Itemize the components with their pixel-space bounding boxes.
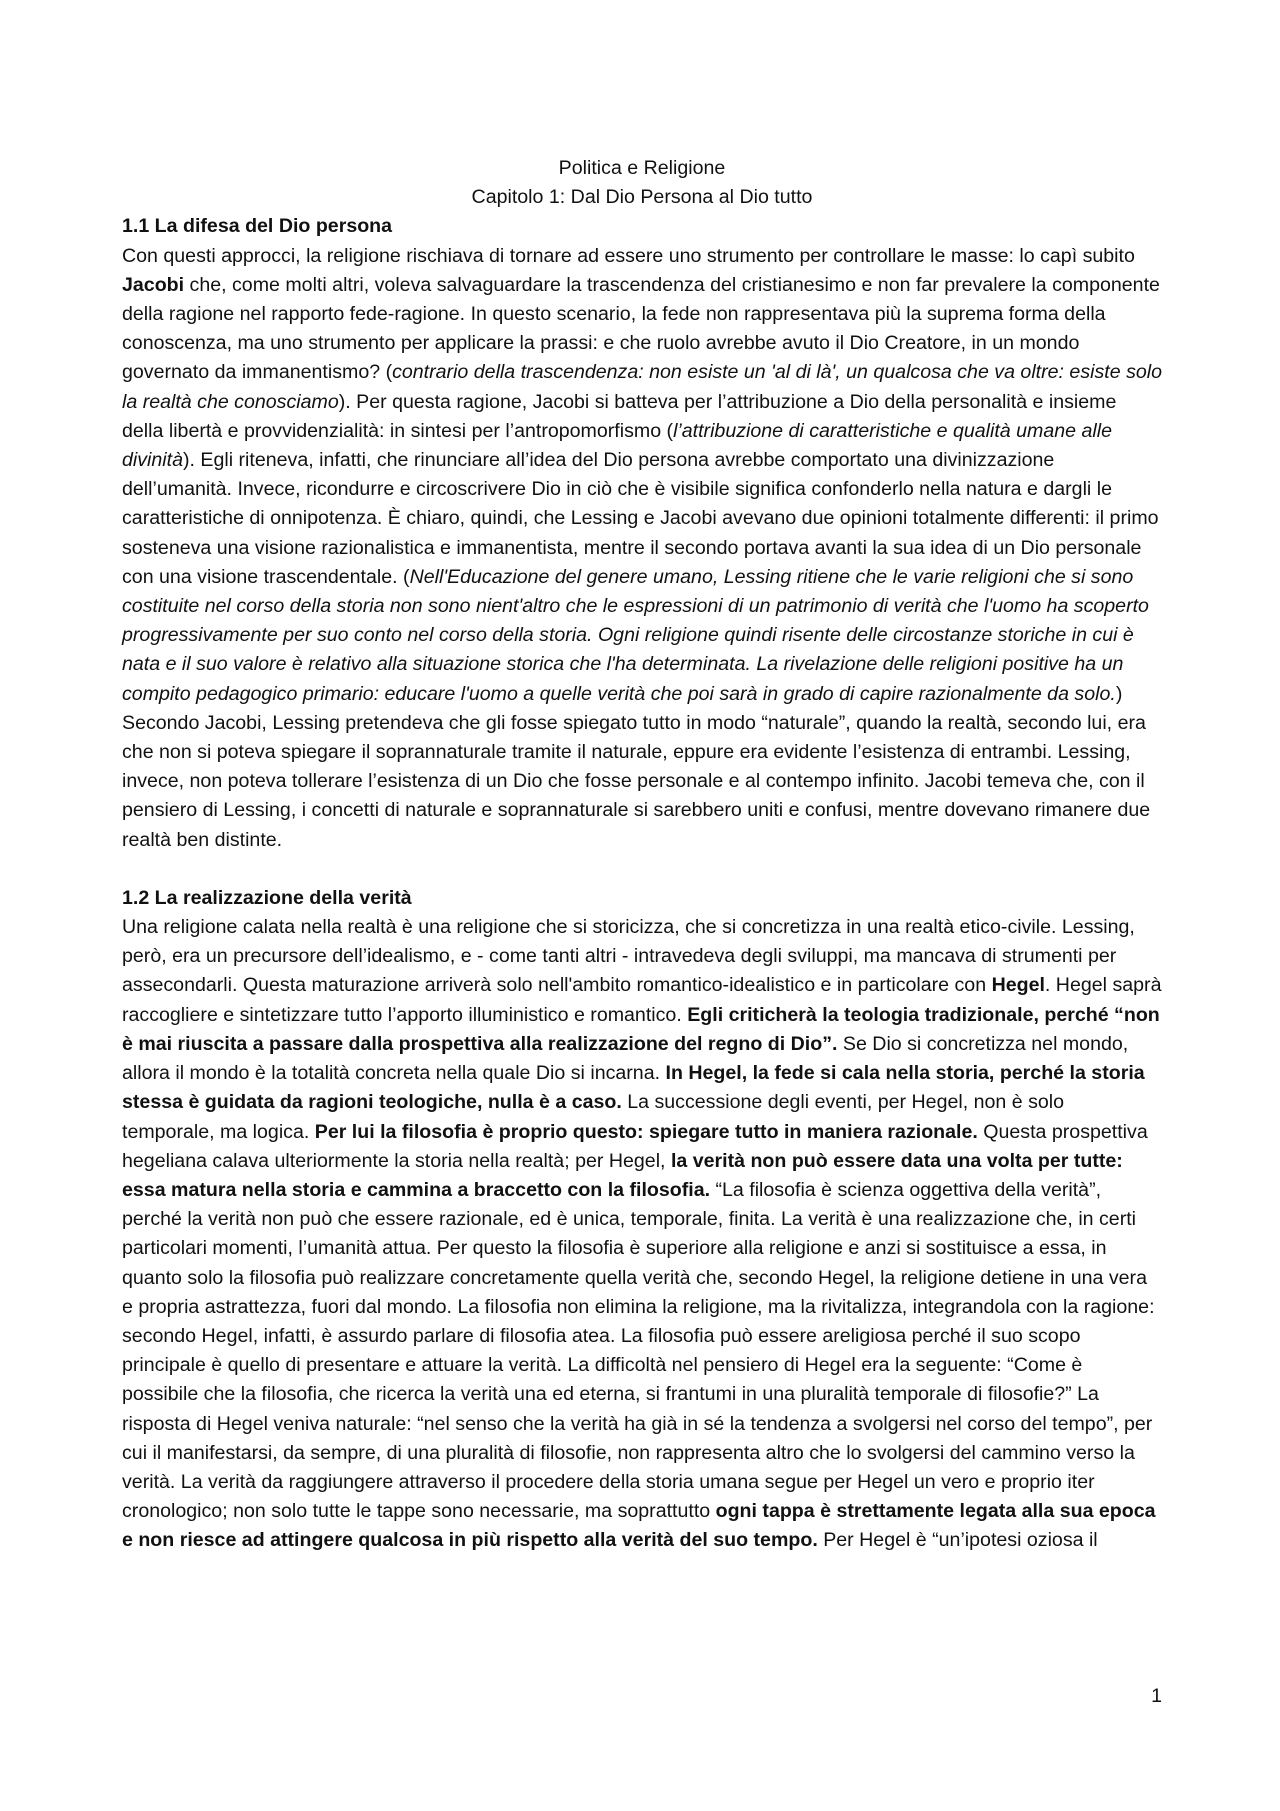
bold-run: la verità non può essere data una volta per tutte: essa matura nella storia e cammina a braccetto con la filosofia. — [122, 1149, 1123, 1201]
bold-run: Per lui la filosofia è proprio questo: spiegare tutto in maniera razionale. — [314, 1120, 978, 1143]
text-run: ). Egli riteneva, infatti, che rinunciare all’idea del Dio persona avrebbe comportato una divinizzazione dell’umanità. Invece, ricondurre e circoscrivere Dio in ciò che è visibile significa confonderlo nella natura e dargli le caratteristiche di onnipotenza. È chiaro, quindi, che Lessing e Jacobi avevano due opinioni totalmente differenti: il primo sosteneva una visione razionalistica e immanentista, mentre il secondo portava avanti la sua idea di un Dio personale con una visione trascendentale. ( — [122, 449, 1159, 588]
text-run: Per Hegel è “un’ipotesi oziosa il — [817, 1529, 1098, 1552]
text-run: che, come molti altri, voleva salvaguardare la trascendenza del cristianesimo e non far prevalere la componente della ragione nel rapporto fede-ragione. In questo scenario, la fede non rappresentava più la suprema forma della conoscenza, ma uno strumento per applicare la prassi: e che ruolo avrebbe avuto il Dio Creatore, in un mondo governato da immanentismo? ( — [122, 273, 1160, 384]
section-heading-1-2: 1.2 La realizzazione della verità — [122, 886, 412, 909]
section-heading-1-1: 1.1 La difesa del Dio persona — [122, 215, 393, 238]
section-1-1-paragraph — [122, 242, 1162, 855]
italic-run: Nell'Educazione del genere umano, Lessing ritiene che le varie religioni che si sono costituite nel corso della storia non sono nient'altro che le espressioni di un patrimonio di verità che l'uomo ha scoperto progressivamente per suo conto nel corso della storia. Ogni religione quindi risente delle circostanze storiche in cui è nata e il suo valore è relativo alla situazione storica che l'ha determinata. La rivelazione delle religioni positive ha un compito pedagogico primario: educare l'uomo a quelle verità che poi sarà in grado di capire razionalmente da solo. — [122, 565, 1149, 705]
section-1-2-paragraph — [122, 913, 1162, 1555]
text-run: Se Dio si concretizza nel mondo, allora il mondo è la totalità concreta nella quale Dio si incarna. — [122, 1032, 1129, 1085]
text-run: Una religione calata nella realtà è una religione che si storicizza, che si concretizza in una realtà etico-civile. Lessing, però, era un precursore dell’idealismo, e - come tanti altri - intravedeva degli sviluppi, ma mancava di strumenti per assecondarli. Questa maturazione arriverà solo nell'ambito romantico-idealistico e in particolare con — [122, 916, 1135, 997]
bold-run: ogni tappa è strettamente legata alla sua epoca e non riesce ad attingere qualcosa in più rispetto alla verità del suo tempo. — [122, 1500, 1156, 1552]
document-title: Politica e Religione — [558, 157, 726, 179]
text-run: . Hegel saprà raccogliere e sintetizzare tutto l’apporto illuministico e romantico. — [122, 974, 1162, 1026]
text-run: Questa prospettiva hegeliana calava ulteriormente la storia nella realtà; per Hegel, — [122, 1120, 1148, 1172]
text-run: “La filosofia è scienza oggettiva della verità”, perché la verità non può che essere razionale, ed è unica, temporale, finita. La verità è una realizzazione che, in certi particolari momenti, l’umanità attua. Per questo la filosofia è superiore alla religione e anzi si sostituisce a essa, in quanto solo la filosofia può realizzare concretamente quella verità che, secondo Hegel, la religione detiene in una vera e propria astrattezza, fuori dal mondo. La filosofia non elimina la religione, ma la rivitalizza, integrandola con la ragione: secondo Hegel, infatti, è assurdo parlare di filosofia atea. La filosofia può essere areligiosa perché il suo scopo principale è quello di presentare e attuare la verità. La difficoltà nel pensiero di Hegel era la seguente: “Come è possibile che la filosofia, che ricerca la verità una ed eterna, si frantumi in una pluralità temporale di filosofie?” La risposta di Hegel veniva naturale: “nel senso che la verità ha già in sé la tendenza a svolgersi nel corso del tempo”, per cui il manifestarsi, da sempre, di una pluralità di filosofie, non rappresenta altro che lo svolgersi del cammino verso la verità. La verità da raggiungere attraverso il procedere della storia umana segue per Hegel un vero e proprio iter cronologico; non solo tutte le tappe sono necessarie, ma soprattutto — [122, 1178, 1155, 1523]
bold-run: Hegel — [991, 974, 1045, 997]
bold-run: Jacobi — [122, 273, 185, 296]
chapter-title: Capitolo 1: Dal Dio Persona al Dio tutto — [471, 186, 813, 209]
bold-run: Egli criticherà la teologia tradizionale, perché “non è mai riuscita a passare dalla prospettiva alla realizzazione del regno di Dio”. — [122, 1003, 1160, 1055]
italic-run: l’attribuzione di caratteristiche e qualità umane alle divinità — [122, 419, 1112, 472]
text-run: La successione degli eventi, per Hegel, non è solo temporale, ma logica. — [122, 1091, 1065, 1143]
page-number: 1 — [1151, 1685, 1162, 1707]
text-run: Con questi approcci, la religione rischiava di tornare ad essere uno strumento per controllare le masse: lo capì subito — [122, 244, 1135, 267]
text-run: ). Per questa ragione, Jacobi si batteva per l’attribuzione a Dio della personalità e insieme della libertà e provvidenzialità: in sintesi per l’antropomorfismo ( — [122, 390, 1117, 442]
bold-run: In Hegel, la fede si cala nella storia, perché la storia stessa è guidata da ragioni teologiche, nulla è a caso. — [122, 1062, 1145, 1114]
text-run: ) Secondo Jacobi, Lessing pretendeva che gli fosse spiegato tutto in modo “naturale”, quando la realtà, secondo lui, era che non si poteva spiegare il soprannaturale tramite il naturale, eppure era evidente l’esistenza di entrambi. Lessing, invece, non poteva tollerare l’esistenza di un Dio che fosse personale e al contempo infinito. Jacobi temeva che, con il pensiero di Lessing, i concetti di naturale e soprannaturale si sarebbero uniti e confusi, mentre dovevano rimanere due realtà ben distinte. — [122, 682, 1151, 851]
page-content — [122, 154, 1162, 1556]
italic-run: contrario della trascendenza: non esiste un 'al di là', un qualcosa che va oltre: esiste solo la realtà che conosciamo — [122, 361, 1163, 413]
paragraph-spacer — [122, 855, 1162, 884]
